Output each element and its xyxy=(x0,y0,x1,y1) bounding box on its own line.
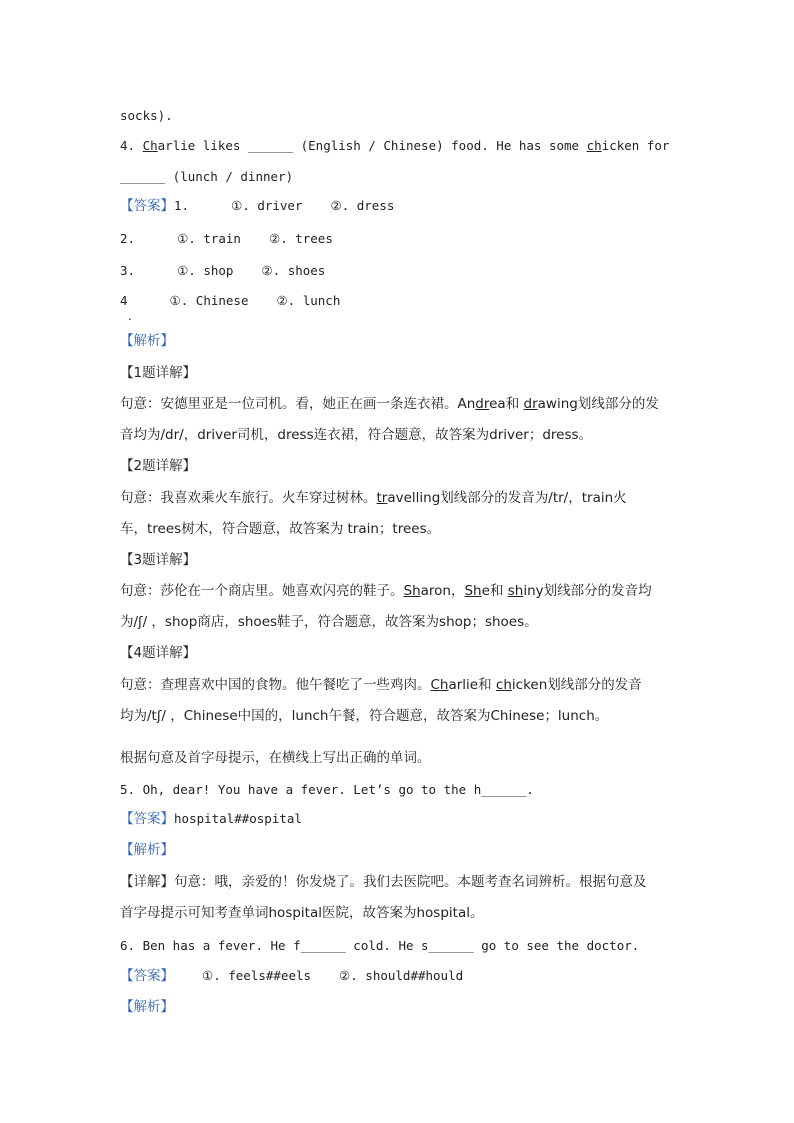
detail-3-line-1: 句意：莎伦在一个商店里。她喜欢闪亮的鞋子。Sharon，She和 shiny划线部分的发音均 xyxy=(120,583,652,599)
answer-5: 【答案】hospital##ospital xyxy=(120,811,302,827)
detail-1-line-2: 音均为/dr/，driver司机，dress连衣裙，符合题意，故答案为driver；dress。 xyxy=(120,427,593,443)
question-4-cont: ______ (lunch / dinner) xyxy=(120,169,294,184)
detail-2-line-2: 车，trees树木，符合题意，故答案为 train；trees。 xyxy=(120,521,441,537)
detail-heading-2: 【2题详解】 xyxy=(120,458,197,474)
question-4: 4. Charlie likes ______ (English / Chinese) food. He has some chicken for xyxy=(120,138,670,153)
answer-row-1: 【答案】1. ①. driver ②. dress xyxy=(120,198,395,214)
question-5: 5. Oh, dear! You have a fever. Let’s go to the h______. xyxy=(120,782,534,797)
section-instruction: 根据句意及首字母提示，在横线上写出正确的单词。 xyxy=(120,750,431,766)
detail-heading-1: 【1题详解】 xyxy=(120,365,197,381)
answer-row-3: 3. ①. shop ②. shoes xyxy=(120,263,326,278)
answer-row-2: 2. ①. train ②. trees xyxy=(120,231,333,246)
question-6: 6. Ben has a fever. He f______ cold. He s______ go to see the doctor. xyxy=(120,938,640,953)
detail-2-line-1: 句意：我喜欢乘火车旅行。火车穿过树林。travelling划线部分的发音为/tr/，train火 xyxy=(120,490,627,506)
answer-6: 【答案】 ①. feels##eels ②. should##hould xyxy=(120,968,464,984)
answer-row-4: 4 ①. Chinese ②. lunch xyxy=(120,293,341,308)
detail-4-line-2: 均为/tʃ/ ，Chinese中国的，lunch午餐，符合题意，故答案为Chinese；lunch。 xyxy=(120,708,609,724)
analysis-tag: 【解析】 xyxy=(120,333,174,349)
detail-5-line-1: 【详解】句意：哦，亲爱的！你发烧了。我们去医院吧。本题考查名词辨析。根据句意及 xyxy=(120,874,647,890)
detail-5-line-2: 首字母提示可知考查单词hospital医院，故答案为hospital。 xyxy=(120,905,484,921)
detail-1-line-1: 句意：安德里亚是一位司机。看，她正在画一条连衣裙。Andrea和 drawing划线部分的发 xyxy=(120,396,659,412)
answer-tag: 【答案】 xyxy=(120,198,174,214)
analysis-tag: 【解析】 xyxy=(120,999,174,1015)
detail-3-line-2: 为/ʃ/ ，shop商店，shoes鞋子，符合题意，故答案为shop；shoes。 xyxy=(120,614,538,630)
analysis-tag: 【解析】 xyxy=(120,842,174,858)
detail-heading-4: 【4题详解】 xyxy=(120,645,197,661)
stray-dot: . xyxy=(128,309,132,323)
detail-heading-3: 【3题详解】 xyxy=(120,552,197,568)
text-line: socks). xyxy=(120,108,173,123)
detail-4-line-1: 句意：查理喜欢中国的食物。他午餐吃了一些鸡肉。Charlie和 chicken划线部分的发音 xyxy=(120,677,642,693)
